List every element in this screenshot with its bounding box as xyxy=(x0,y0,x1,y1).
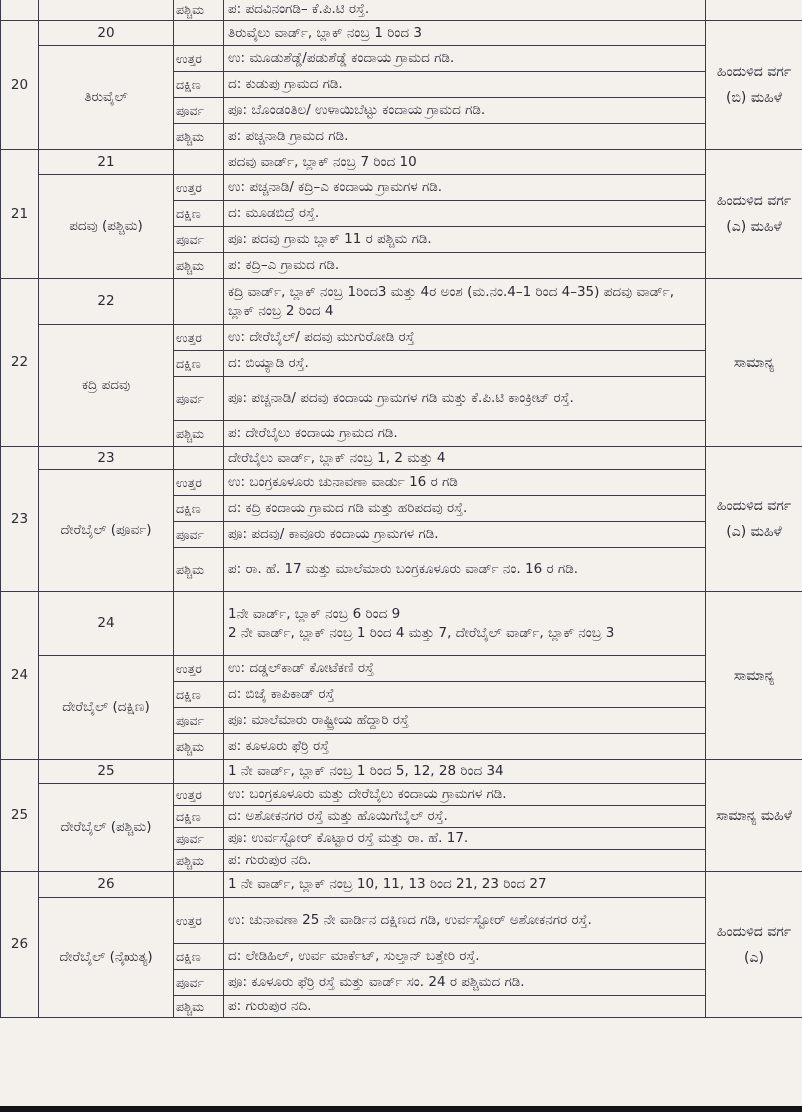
boundary-description: ಉ: ಪಚ್ಚನಾಡಿ/ ಕದ್ರಿ–ಎ ಕಂದಾಯ ಗ್ರಾಮಗಳ ಗಡಿ. xyxy=(224,175,706,201)
ward-name: ಪದವು (ಪಶ್ಚಿಮ) xyxy=(39,175,174,279)
boundary-description: ಉ: ಬಂಗ್ರಕೂಳೂರು ಮತ್ತು ದೇರೆಬೈಲು ಕಂದಾಯ ಗ್ರಾಮಗಳ ಗಡಿ. xyxy=(224,784,706,806)
ward-number: 20 xyxy=(1,21,39,150)
boundary-row xyxy=(1,46,802,72)
boundary-description: ಉ: ದೇರೆಬೈಲ್/ ಪದವು ಮುಗುರೋಡಿ ರಸ್ತೆ xyxy=(224,325,706,351)
direction-label: ಪೂರ್ವ xyxy=(174,828,224,850)
boundary-description: ಪ: ಗುರುಪುರ ನದಿ. xyxy=(224,996,706,1018)
boundary-description: ಪ: ಗುರುಪುರ ನದಿ. xyxy=(224,850,706,872)
empty-cell xyxy=(706,0,802,21)
direction-label: ಪೂರ್ವ xyxy=(174,522,224,548)
ward-blocks-description: 1ನೇ ವಾರ್ಡ್, ಬ್ಲಾಕ್ ನಂಬ್ರ 6 ರಿಂದ 9 2 ನೇ ವಾರ್ಡ್, ಬ್ಲಾಕ್ ನಂಬ್ರ 1 ರಿಂದ 4 ಮತ್ತು 7, ದೇರೆಬೈಲ್ ವಾರ್ಡ್, ಬ್ಲಾಕ್ ನಂಬ್ರ 3 xyxy=(224,592,706,656)
empty-cell xyxy=(174,760,224,784)
direction-label: ದಕ್ಷಿಣ xyxy=(174,201,224,227)
ward-header-number: 26 xyxy=(39,872,174,898)
ward-header-row xyxy=(1,150,802,175)
ward-name: ದೇರೆಬೈಲ್ (ನೈಋತ್ಯ) xyxy=(39,898,174,1018)
boundary-row xyxy=(1,470,802,496)
direction-label: ಪೂರ್ವ xyxy=(174,970,224,996)
empty-cell xyxy=(174,447,224,470)
ward-number: 25 xyxy=(1,760,39,872)
ward-header-number: 21 xyxy=(39,150,174,175)
boundary-description: ದ: ಅಶೋಕನಗರ ರಸ್ತೆ ಮತ್ತು ಹೊಯಿಗೆಬೈಲ್ ರಸ್ತೆ. xyxy=(224,806,706,828)
direction-label: ಪಶ್ಚಿಮ xyxy=(174,253,224,279)
direction-label: ಪಶ್ಚಿಮ xyxy=(174,421,224,447)
boundary-description: ಪೂ: ಮಾಲೆಮಾರು ರಾಷ್ಟ್ರೀಯ ಹೆದ್ದಾರಿ ರಸ್ತೆ xyxy=(224,708,706,734)
ward-number: 23 xyxy=(1,447,39,592)
ward-header-row xyxy=(1,760,802,784)
ward-blocks-description: 1 ನೇ ವಾರ್ಡ್, ಬ್ಲಾಕ್ ನಂಬ್ರ 10, 11, 13 ರಿಂದ 21, 23 ರಿಂದ 27 xyxy=(224,872,706,898)
boundary-description: ಪ: ಪಚ್ಚನಾಡಿ ಗ್ರಾಮದ ಗಡಿ. xyxy=(224,124,706,150)
reservation-category: ಸಾಮಾನ್ಯ xyxy=(706,279,802,447)
direction-label: ಪೂರ್ವ xyxy=(174,227,224,253)
boundary-row xyxy=(1,325,802,351)
boundary-description: ಉ: ಬಂಗ್ರಕೂಳೂರು ಚುನಾವಣಾ ವಾರ್ಡು 16 ರ ಗಡಿ xyxy=(224,470,706,496)
ward-blocks-description: ಪದವು ವಾರ್ಡ್, ಬ್ಲಾಕ್ ನಂಬ್ರ 7 ರಿಂದ 10 xyxy=(224,150,706,175)
boundary-description: ಪೂ: ಪದವು ಗ್ರಾಮ ಬ್ಲಾಕ್ 11 ರ ಪಶ್ಚಿಮ ಗಡಿ. xyxy=(224,227,706,253)
ward-name: ತಿರುವೈಲ್ xyxy=(39,46,174,150)
direction-label: ಪಶ್ಚಿಮ xyxy=(174,734,224,760)
ward-header-number: 24 xyxy=(39,592,174,656)
direction-label: ಪಶ್ಚಿಮ xyxy=(174,850,224,872)
direction-label: ದಕ್ಷಿಣ xyxy=(174,944,224,970)
empty-cell xyxy=(174,150,224,175)
empty-cell xyxy=(174,279,224,325)
ward-header-number: 23 xyxy=(39,447,174,470)
boundary-description: ಪ: ಕೂಳೂರು ಫೆರ್ರಿ ರಸ್ತೆ xyxy=(224,734,706,760)
direction-label: ಉತ್ತರ xyxy=(174,470,224,496)
direction-label: ಉತ್ತರ xyxy=(174,898,224,944)
boundary-description: ಪ: ಪದವಿನಂಗಡಿ– ಕೆ.ಪಿ.ಟಿ ರಸ್ತೆ. xyxy=(224,0,706,21)
direction-label: ಪೂರ್ವ xyxy=(174,377,224,421)
empty-cell xyxy=(174,872,224,898)
ward-name: ದೇರೆಬೈಲ್ (ದಕ್ಷಿಣ) xyxy=(39,656,174,760)
ward-header-number: 20 xyxy=(39,21,174,46)
boundary-description: ಪ: ರಾ. ಹೆ. 17 ಮತ್ತು ಮಾಲೆಮಾರು ಬಂಗ್ರಕೂಳೂರು ವಾರ್ಡ್ ನಂ. 16 ರ ಗಡಿ. xyxy=(224,548,706,592)
boundary-description: ಪೂ: ಪದವು/ ಕಾವೂರು ಕಂದಾಯ ಗ್ರಾಮಗಳ ಗಡಿ. xyxy=(224,522,706,548)
ward-header-row xyxy=(1,872,802,898)
direction-label: ದಕ್ಷಿಣ xyxy=(174,72,224,98)
boundary-description: ಉ: ಚುನಾವಣಾ 25 ನೇ ವಾರ್ಡಿನ ದಕ್ಷಿಣದ ಗಡಿ, ಉರ್ವಸ್ಟೋರ್ ಅಶೋಕನಗರ ರಸ್ತೆ. xyxy=(224,898,706,944)
reservation-category: ಹಿಂದುಳಿದ ವರ್ಗ (ಬಿ) ಮಹಿಳೆ xyxy=(706,21,802,150)
boundary-description: ದ: ಕುಡುಪು ಗ್ರಾಮದ ಗಡಿ. xyxy=(224,72,706,98)
ward-name: ದೇರೆಬೈಲ್ (ಪಶ್ಚಿಮ) xyxy=(39,784,174,872)
boundary-description: ಉ: ಮೂಡುಶೆಡ್ಡೆ/ಪಡುಶೆಡ್ಡೆ ಕಂದಾಯ ಗ್ರಾಮದ ಗಡಿ. xyxy=(224,46,706,72)
ward-blocks-description: ದೇರೆಬೈಲು ವಾರ್ಡ್, ಬ್ಲಾಕ್ ನಂಬ್ರ 1, 2 ಮತ್ತು 4 xyxy=(224,447,706,470)
direction-label: ಪೂರ್ವ xyxy=(174,708,224,734)
boundary-description: ಪೂ: ಉರ್ವಸ್ಟೋರ್ ಕೊಟ್ಟಾರ ರಸ್ತೆ ಮತ್ತು ರಾ. ಹೆ. 17. xyxy=(224,828,706,850)
boundary-description: ಪೂ: ಕೂಳೂರು ಫೆರ್ರಿ ರಸ್ತೆ ಮತ್ತು ವಾರ್ಡ್ ಸಂ. 24 ರ ಪಶ್ಚಿಮದ ಗಡಿ. xyxy=(224,970,706,996)
boundary-description: ಪೂ: ಬೊಂಡಂತಿಲ/ ಉಳಾಯಿಬೆಟ್ಟು ಕಂದಾಯ ಗ್ರಾಮದ ಗಡಿ. xyxy=(224,98,706,124)
direction-label: ಉತ್ತರ xyxy=(174,175,224,201)
reservation-category: ಹಿಂದುಳಿದ ವರ್ಗ (ಎ) ಮಹಿಳೆ xyxy=(706,150,802,279)
boundary-description: ಪ: ದೇರೆಬೈಲು ಕಂದಾಯ ಗ್ರಾಮದ ಗಡಿ. xyxy=(224,421,706,447)
direction-label: ಪಶ್ಚಿಮ xyxy=(174,996,224,1018)
ward-blocks-description: 1 ನೇ ವಾರ್ಡ್, ಬ್ಲಾಕ್ ನಂಬ್ರ 1 ರಿಂದ 5, 12, 28 ರಿಂದ 34 xyxy=(224,760,706,784)
direction-label: ಉತ್ತರ xyxy=(174,46,224,72)
boundary-description: ದ: ಮೂಡಬಿದ್ರೆ ರಸ್ತೆ. xyxy=(224,201,706,227)
ward-number: 24 xyxy=(1,592,39,760)
boundary-description: ಉ: ದಡ್ಡಲ್‌ಕಾಡ್ ಕೋಟೆಕಣಿ ರಸ್ತೆ xyxy=(224,656,706,682)
bottom-edge xyxy=(0,1106,802,1112)
ward-blocks-description: ಕದ್ರಿ ವಾರ್ಡ್, ಬ್ಲಾಕ್ ನಂಬ್ರ 1ರಿಂದ3 ಮತ್ತು 4ರ ಅಂಶ (ಮ.ನಂ.4–1 ರಿಂದ 4–35) ಪದವು ವಾರ್ಡ್, ಬ್ಲಾಕ್ ನಂಬ್ರ 2 ರಿಂದ 4 xyxy=(224,279,706,325)
empty-cell xyxy=(39,0,174,21)
ward-header-row xyxy=(1,447,802,470)
empty-cell xyxy=(174,21,224,46)
ward-name: ದೇರೆಬೈಲ್ (ಪೂರ್ವ) xyxy=(39,470,174,592)
direction-label: ದಕ್ಷಿಣ xyxy=(174,351,224,377)
boundary-description: ಪ: ಕದ್ರಿ–ಎ ಗ್ರಾಮದ ಗಡಿ. xyxy=(224,253,706,279)
table-row xyxy=(1,0,802,21)
direction-label: ಪಶ್ಚಿಮ xyxy=(174,0,224,21)
reservation-category: ಸಾಮಾನ್ಯ ಮಹಿಳೆ xyxy=(706,760,802,872)
ward-header-number: 25 xyxy=(39,760,174,784)
ward-number: 22 xyxy=(1,279,39,447)
reservation-category: ಸಾಮಾನ್ಯ xyxy=(706,592,802,760)
ward-header-row xyxy=(1,21,802,46)
boundary-row xyxy=(1,175,802,201)
ward-header-row xyxy=(1,279,802,325)
direction-label: ಉತ್ತರ xyxy=(174,656,224,682)
boundary-description: ಪೂ: ಪಚ್ಚನಾಡಿ/ ಪದವು ಕಂದಾಯ ಗ್ರಾಮಗಳ ಗಡಿ ಮತ್ತು ಕೆ.ಪಿ.ಟಿ ಕಾಂಕ್ರೀಟ್ ರಸ್ತೆ. xyxy=(224,377,706,421)
boundary-description: ದ: ಲೇಡಿಹಿಲ್, ಉರ್ವ ಮಾರ್ಕೆಟ್, ಸುಲ್ತಾನ್ ಬತ್ತೇರಿ ರಸ್ತೆ. xyxy=(224,944,706,970)
empty-cell xyxy=(174,592,224,656)
direction-label: ದಕ್ಷಿಣ xyxy=(174,682,224,708)
ward-header-number: 22 xyxy=(39,279,174,325)
ward-name: ಕದ್ರಿ ಪದವು xyxy=(39,325,174,447)
boundary-description: ದ: ಬಿಜೈ ಕಾಪಿಕಾಡ್ ರಸ್ತೆ xyxy=(224,682,706,708)
direction-label: ಪೂರ್ವ xyxy=(174,98,224,124)
ward-header-row xyxy=(1,592,802,656)
empty-cell xyxy=(1,0,39,21)
boundary-row xyxy=(1,784,802,806)
direction-label: ಉತ್ತರ xyxy=(174,784,224,806)
boundary-row xyxy=(1,898,802,944)
direction-label: ಪಶ್ಚಿಮ xyxy=(174,124,224,150)
reservation-category: ಹಿಂದುಳಿದ ವರ್ಗ (ಎ) xyxy=(706,872,802,1018)
ward-table-body xyxy=(1,0,802,1018)
boundary-row xyxy=(1,656,802,682)
direction-label: ದಕ್ಷಿಣ xyxy=(174,496,224,522)
direction-label: ಉತ್ತರ xyxy=(174,325,224,351)
ward-number: 21 xyxy=(1,150,39,279)
direction-label: ಪಶ್ಚಿಮ xyxy=(174,548,224,592)
ward-number: 26 xyxy=(1,872,39,1018)
direction-label: ದಕ್ಷಿಣ xyxy=(174,806,224,828)
reservation-category: ಹಿಂದುಳಿದ ವರ್ಗ (ಎ) ಮಹಿಳೆ xyxy=(706,447,802,592)
boundary-description: ದ: ಬಿಯ್ಯಾಡಿ ರಸ್ತೆ. xyxy=(224,351,706,377)
boundary-description: ದ: ಕದ್ರಿ ಕಂದಾಯ ಗ್ರಾಮದ ಗಡಿ ಮತ್ತು ಹರಿಪದವು ರಸ್ತೆ. xyxy=(224,496,706,522)
ward-blocks-description: ತಿರುವೈಲು ವಾರ್ಡ್, ಬ್ಲಾಕ್ ನಂಬ್ರ 1 ರಿಂದ 3 xyxy=(224,21,706,46)
